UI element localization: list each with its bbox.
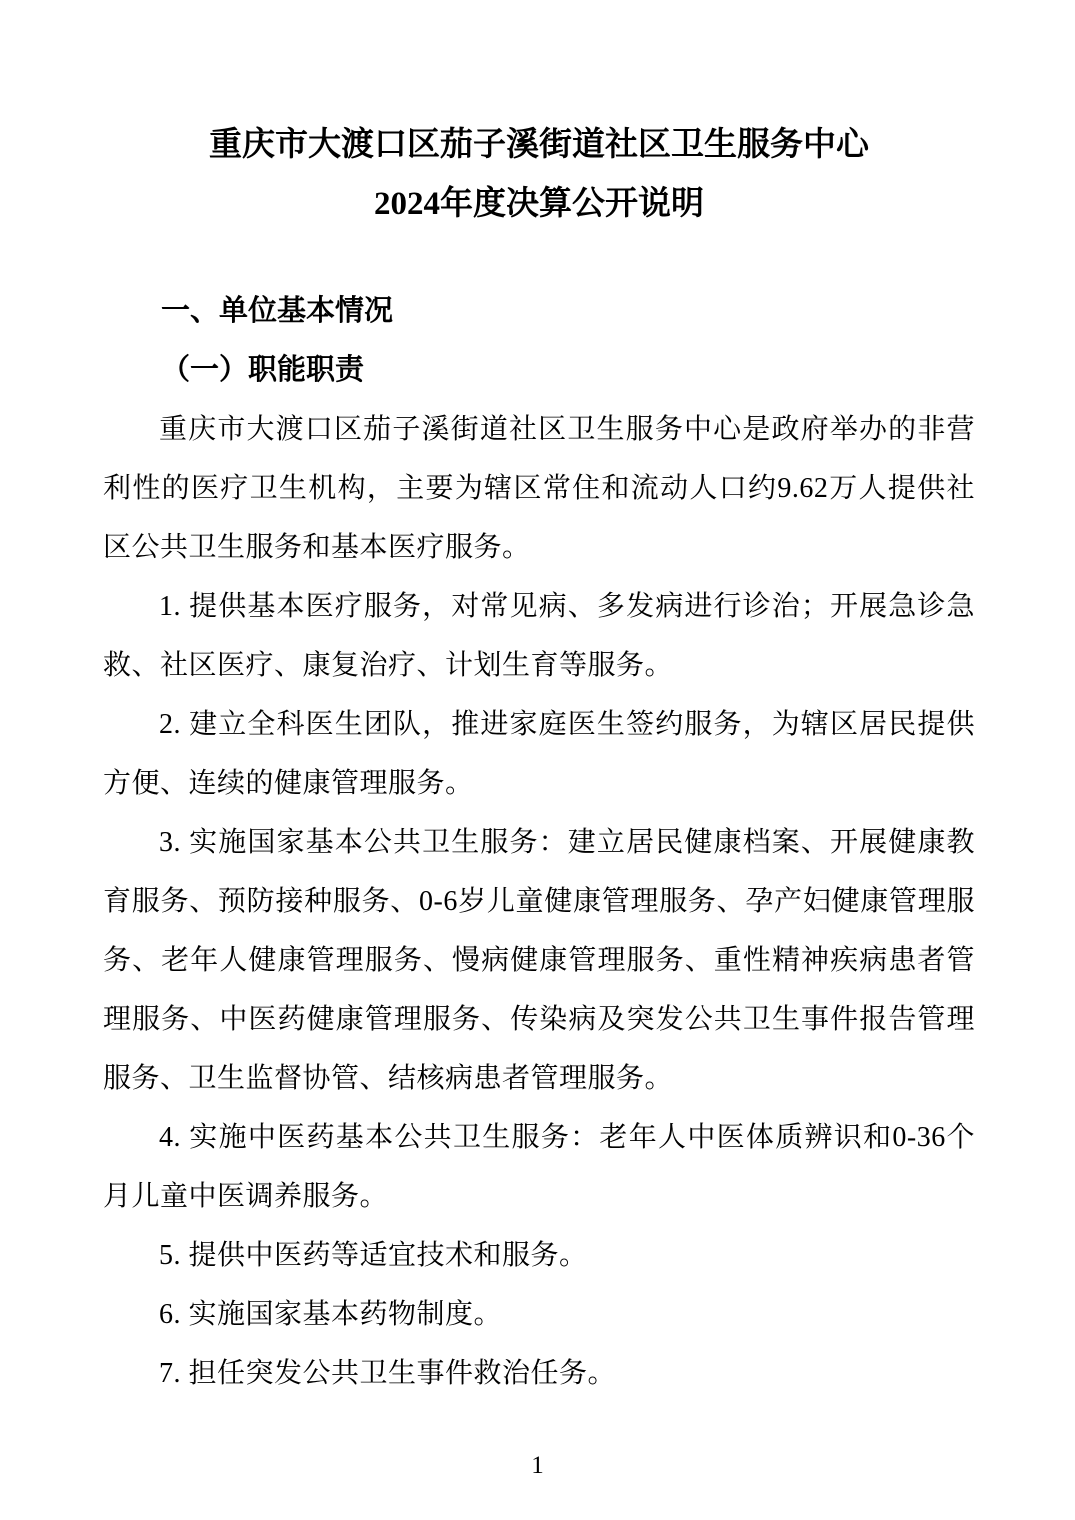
section-heading-unit-basic-info: 一、单位基本情况 bbox=[161, 295, 394, 327]
body-paragraph-item-4: 4. 实施中医药基本公共卫生服务：老年人中医体质辨识和0-36个月儿童中医调养服务。 bbox=[103, 1122, 975, 1212]
page-number: 1 bbox=[531, 1452, 544, 1479]
body-paragraph-item-1: 1. 提供基本医疗服务，对常见病、多发病进行诊治；开展急诊急救、社区医疗、康复治疗、计划生育等服务。 bbox=[103, 591, 975, 681]
body-paragraph-item-6: 6. 实施国家基本药物制度。 bbox=[159, 1299, 503, 1330]
subsection-heading-functions-duties: （一）职能职责 bbox=[161, 354, 365, 386]
body-paragraph-item-7: 7. 担任突发公共卫生事件救治任务。 bbox=[159, 1358, 617, 1389]
body-paragraph-intro: 重庆市大渡口区茄子溪街道社区卫生服务中心是政府举办的非营利性的医疗卫生机构，主要为辖区常住和流动人口约9.62万人提供社区公共卫生服务和基本医疗服务。 bbox=[103, 414, 975, 563]
body-paragraph-item-2: 2. 建立全科医生团队，推进家庭医生签约服务，为辖区居民提供方便、连续的健康管理服务。 bbox=[103, 709, 975, 799]
body-paragraph-item-5: 5. 提供中医药等适宜技术和服务。 bbox=[159, 1240, 588, 1271]
body-paragraph-item-3: 3. 实施国家基本公共卫生服务：建立居民健康档案、开展健康教育服务、预防接种服务、0-6岁儿童健康管理服务、孕产妇健康管理服务、老年人健康管理服务、慢病健康管理服务、重性精神疾病患者管理服务、中医药健康管理服务、传染病及突发公共卫生事件报告管理服务、卫生监督协管、结核病患者管理服务。 bbox=[103, 827, 975, 1094]
document-title-line1: 重庆市大渡口区茄子溪街道社区卫生服务中心 bbox=[209, 127, 869, 163]
document-title-line2: 2024年度决算公开说明 bbox=[374, 186, 704, 222]
